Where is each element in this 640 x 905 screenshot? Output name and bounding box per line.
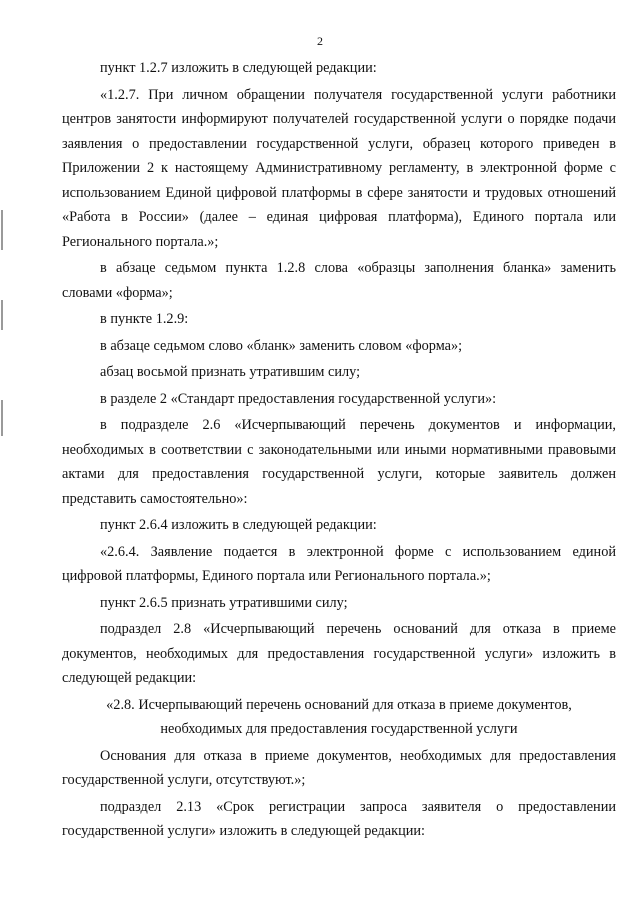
scan-edge-mark xyxy=(1,300,3,330)
scan-edge-mark xyxy=(1,210,3,250)
paragraph: подраздел 2.8 «Исчерпывающий перечень оснований для отказа в приеме документов, необходимых для предоставления государственной услуги» изложить в следующей редакции: xyxy=(62,621,616,686)
document-body xyxy=(62,56,616,846)
paragraph: в пункте 1.2.9: xyxy=(100,311,189,327)
section-heading-line: «2.8. Исчерпывающий перечень оснований для отказа в приеме документов, xyxy=(106,696,572,713)
paragraph: пункт 1.2.7 изложить в следующей редакции: xyxy=(100,60,377,76)
paragraph: абзац восьмой признать утратившим силу; xyxy=(100,364,361,380)
paragraph: в подразделе 2.6 «Исчерпывающий перечень документов и информации, необходимых в соответствии с законодательными или иными нормативными правовыми актами для предоставления государственной услуги, которые заявитель должен представить самостоятельно»: xyxy=(62,417,616,507)
paragraph: пункт 2.6.5 признать утратившими силу; xyxy=(100,594,348,611)
paragraph: в разделе 2 «Стандарт предоставления государственной услуги»: xyxy=(100,390,497,407)
paragraph: в абзаце седьмом слово «бланк» заменить словом «форма»; xyxy=(100,337,463,354)
paragraph: Основания для отказа в приеме документов, необходимых для предоставления государственной услуги, отсутствуют.»; xyxy=(62,747,616,788)
section-heading-line: необходимых для предоставления государственной услуги xyxy=(160,721,518,737)
scan-edge-marks xyxy=(0,0,6,905)
paragraph: в абзаце седьмом пункта 1.2.8 слова «образцы заполнения бланка» заменить словами «форма»; xyxy=(62,260,616,301)
page-number: 2 xyxy=(317,34,323,48)
paragraph: пункт 2.6.4 изложить в следующей редакции: xyxy=(100,517,377,533)
section-heading xyxy=(62,693,616,742)
paragraph: «2.6.4. Заявление подается в электронной форме с использованием единой цифровой платформы, Единого портала или Регионального портала.»; xyxy=(62,543,616,584)
paragraph: подраздел 2.13 «Срок регистрации запроса заявителя о предоставлении государственной услуги» изложить в следующей редакции: xyxy=(62,798,616,839)
paragraph: «1.2.7. При личном обращении получателя государственной услуги работники центров занятости информируют получателей государственной услуги о порядке подачи заявления о предоставлении государственной услуги, образец которого приведен в Приложении 2 к настоящему Административному регламенту, в электронной форме с использованием Единой цифровой платформы в сфере занятости и трудовых отношений «Работа в России» (далее – единая цифровая платформа), Единого портала или Регионального портала.»; xyxy=(62,86,616,250)
scan-edge-mark xyxy=(1,400,3,436)
